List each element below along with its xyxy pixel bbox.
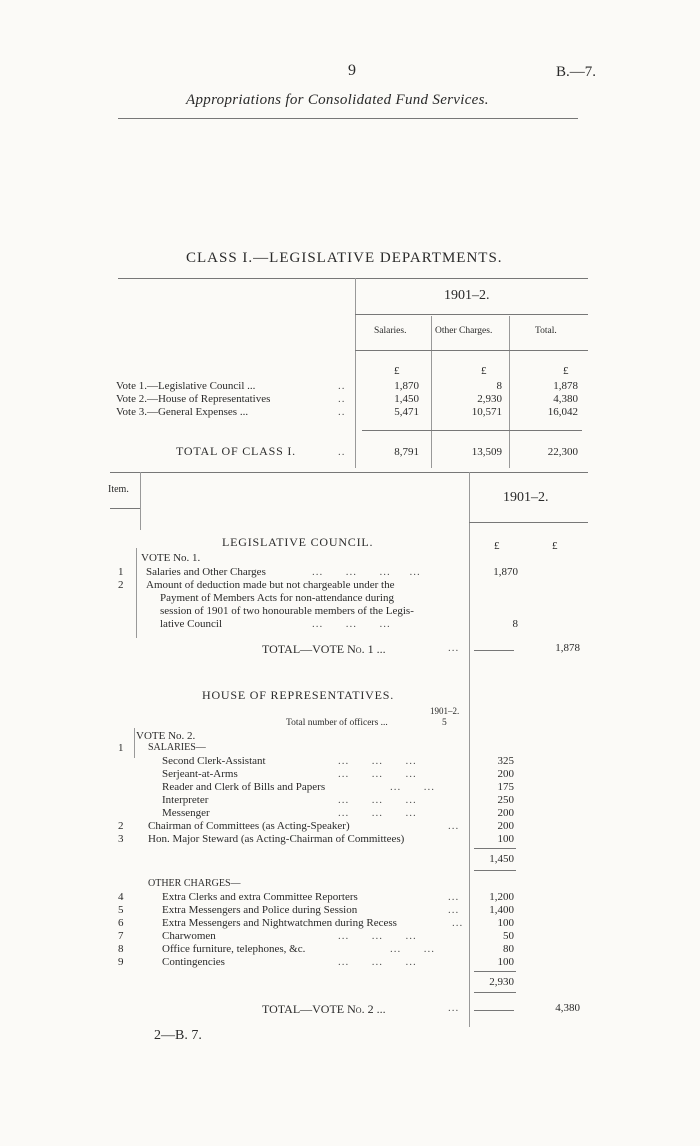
item-amount: 1,200 [489,891,514,903]
officers-year: 1901–2. [430,706,460,716]
subtotal-rule [474,650,514,651]
summary-total-label: TOTAL OF CLASS I. [176,444,296,458]
summary-divider [355,278,356,468]
officers-label: Total number of officers ... [286,718,388,728]
subtotal-rule [474,971,516,972]
leader-dots: ... ... ... [338,807,417,819]
item-number: 1 [118,566,124,578]
summary-total-salaries: 8,791 [394,446,419,458]
summary-row-salaries: 1,870 [394,380,419,392]
leader-dots: ... ... ... [338,755,417,767]
summary-col-divider-1 [431,316,432,468]
leader-dots: ... [448,904,460,916]
summary-year: 1901–2. [444,288,490,303]
summary-bottom-rule [110,472,588,473]
vote-heading: VOTE No. 1. [141,552,201,564]
officers-count: 5 [442,718,447,728]
summary-row-salaries: 1,450 [394,393,419,405]
item-text: Payment of Members Acts for non-attendance during [160,592,394,604]
leader-dots: ... ... ... [338,956,417,968]
salaries-heading: SALARIES— [148,742,206,753]
summary-row-other: 8 [496,380,502,392]
leader-dots: ... [448,642,460,654]
item-number: 5 [118,904,124,916]
vote-total-amount: 1,878 [555,642,580,654]
item-column-divider [134,728,135,758]
other-charges-subtotal: 2,930 [489,976,514,988]
item-text: Extra Messengers and Nightwatchmen during Recess [162,917,397,929]
leader-dots: ... ... ... [338,768,417,780]
summary-row-total: 16,042 [547,406,578,418]
leader-dots: ... ... [390,943,435,955]
item-number: 1 [118,742,124,754]
item-amount: 200 [497,807,514,819]
detail-currency-2: £ [552,540,558,552]
subtotal-rule [474,870,516,871]
item-text: Interpreter [162,794,209,806]
section-heading: LEGISLATIVE COUNCIL. [222,535,374,549]
subtotal-rule [474,992,516,993]
leader-dots: ... ... ... [338,930,417,942]
summary-row-salaries: 5,471 [394,406,419,418]
item-text: Second Clerk-Assistant [162,755,266,767]
leader-dots: ... [452,917,464,929]
header-rule [118,118,578,119]
item-text: Contingencies [162,956,225,968]
item-number: 2 [118,579,124,591]
leader-dots: ... [448,891,460,903]
summary-row-total: 4,380 [553,393,578,405]
item-text: Extra Messengers and Police during Session [162,904,358,916]
item-amount: 50 [503,930,514,942]
item-amount: 200 [497,768,514,780]
summary-head-rule [355,350,588,351]
leader-dots: ... ... ... [312,618,391,630]
item-amount: 8 [512,618,518,630]
other-charges-heading: OTHER CHARGES— [148,878,241,889]
item-text: lative Council [160,618,223,630]
vote-heading: VOTE No. 2. [136,730,196,742]
subtotal-rule [474,1010,514,1011]
item-number: 8 [118,943,124,955]
document-reference: B.—7. [556,64,597,80]
summary-currency-2: £ [481,365,487,377]
summary-col-other: Other Charges. [435,326,493,336]
summary-col-salaries: Salaries. [374,326,407,336]
item-text: Charwomen [162,930,216,942]
summary-row-other: 10,571 [471,406,502,418]
detail-currency-1: £ [494,540,500,552]
item-text: Messenger [162,807,210,819]
item-text: Amount of deduction made but not chargeable under the [146,579,395,591]
item-text: Office furniture, telephones, &c. [162,943,306,955]
summary-row-other: 2,930 [477,393,502,405]
item-amount: 80 [503,943,514,955]
item-text: Serjeant-at-Arms [162,768,238,780]
item-amount: 100 [497,956,514,968]
summary-total-total: 22,300 [547,446,578,458]
section-heading: HOUSE OF REPRESENTATIVES. [202,688,395,702]
salaries-subtotal: 1,450 [489,853,514,865]
summary-currency-1: £ [394,365,400,377]
item-text: Salaries and Other Charges [146,566,266,578]
item-amount: 1,870 [493,566,518,578]
class-title: CLASS I.—LEGISLATIVE DEPARTMENTS. [186,250,503,266]
summary-col-total: Total. [535,326,557,336]
vote-total-label: TOTAL—VOTE No. 2 ... [262,1002,386,1016]
item-amount: 250 [497,794,514,806]
detail-year: 1901–2. [503,490,549,505]
detail-head-rule [469,522,588,523]
summary-year-rule [355,314,588,315]
item-text: session of 1901 of two honourable members of the Legis- [160,605,414,617]
summary-top-rule [118,278,588,279]
item-header-rule [110,508,140,509]
item-column-divider [136,548,137,638]
summary-row-label: Vote 2.—House of Representatives [116,393,271,405]
summary-total-rule [362,430,582,431]
vote-total-amount: 4,380 [555,1002,580,1014]
summary-col-divider-2 [509,316,510,468]
vote-total-label: TOTAL—VOTE No. 1 ... [262,642,386,656]
item-amount: 200 [497,820,514,832]
item-column-header: Item. [108,484,129,495]
running-title: Appropriations for Consolidated Fund Services. [186,92,489,108]
item-number: 4 [118,891,124,903]
subtotal-rule [474,848,516,849]
item-text: Hon. Major Steward (as Acting-Chairman of Committees) [148,833,405,845]
signature-mark: 2—B. 7. [154,1028,202,1043]
leader-dots: ... [448,820,460,832]
item-number: 2 [118,820,124,832]
leader-dots: .. [338,406,346,418]
leader-dots: .. [338,446,346,458]
item-number: 6 [118,917,124,929]
summary-row-total: 1,878 [553,380,578,392]
leader-dots: ... ... ... ... [312,566,421,578]
leader-dots: ... [448,1002,460,1014]
item-text: Chairman of Committees (as Acting-Speaker) [148,820,350,832]
leader-dots: .. [338,380,346,392]
item-amount: 1,400 [489,904,514,916]
item-amount: 175 [497,781,514,793]
item-text: Extra Clerks and extra Committee Reporters [162,891,358,903]
summary-row-label: Vote 1.—Legislative Council ... [116,380,256,392]
item-text: Reader and Clerk of Bills and Papers [162,781,326,793]
summary-row-label: Vote 3.—General Expenses ... [116,406,249,418]
leader-dots: ... ... ... [338,794,417,806]
summary-total-other: 13,509 [471,446,502,458]
item-amount: 100 [497,833,514,845]
summary-currency-3: £ [563,365,569,377]
item-number: 3 [118,833,124,845]
item-amount: 100 [497,917,514,929]
item-number: 7 [118,930,124,942]
item-number: 9 [118,956,124,968]
item-column-divider [140,472,141,530]
item-amount: 325 [497,755,514,767]
page-number: 9 [348,62,356,79]
leader-dots: ... ... [390,781,435,793]
leader-dots: .. [338,393,346,405]
